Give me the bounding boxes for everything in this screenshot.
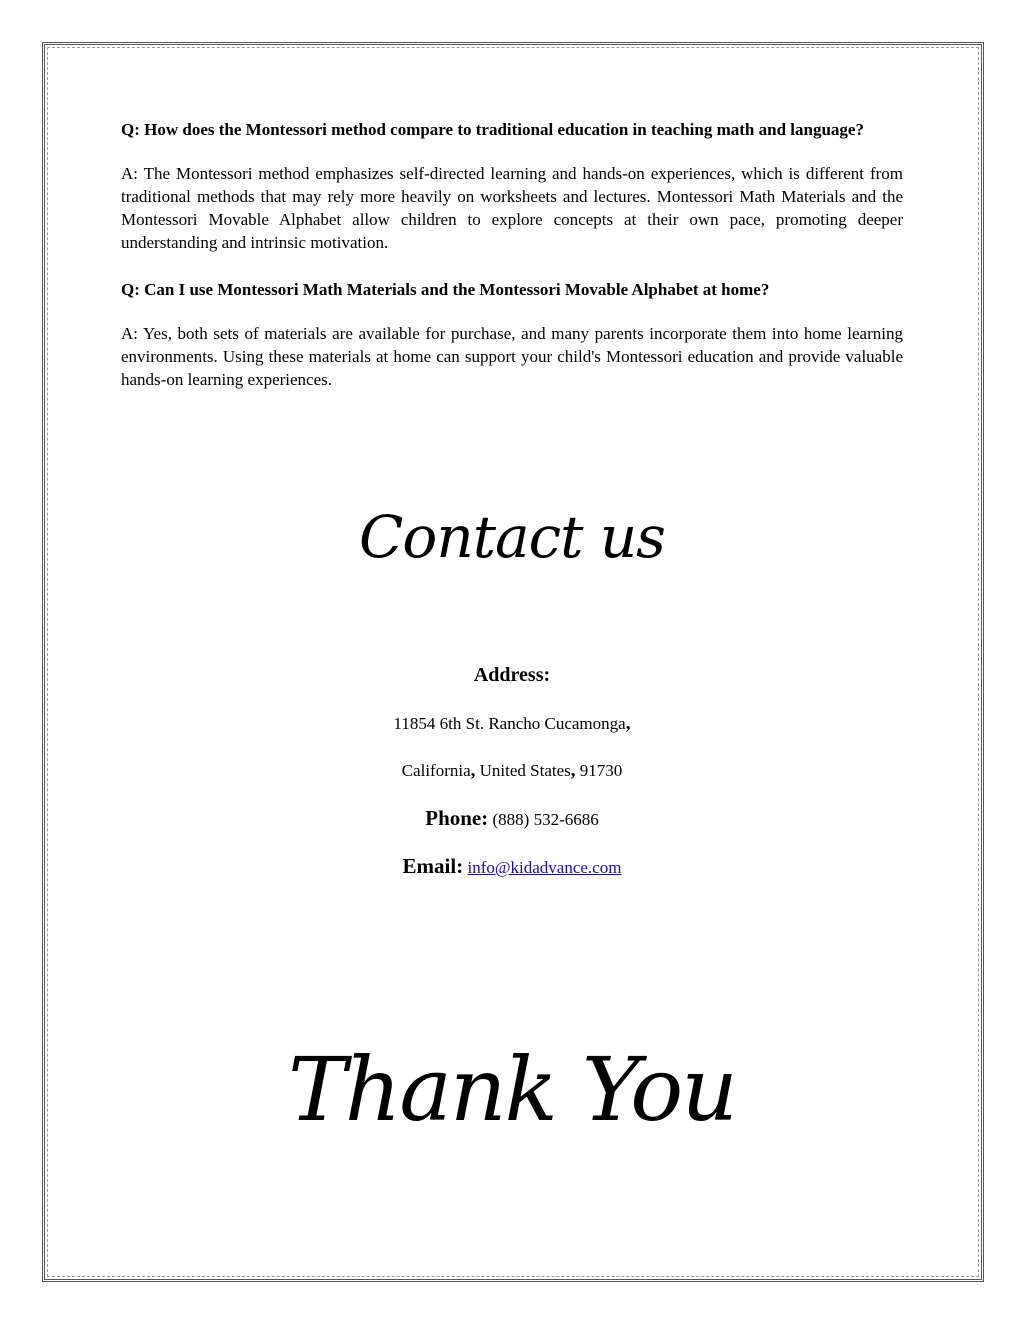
address-label: Address: xyxy=(473,664,551,686)
address-separator: , xyxy=(570,760,576,781)
address-region-line xyxy=(0,760,1024,782)
phone-line xyxy=(0,805,1024,833)
email-label: Email: xyxy=(402,854,464,878)
faq-question: Q: How does the Montessori method compare to traditional education in teaching math and language? xyxy=(121,120,864,139)
email-link[interactable]: info@kidadvance.com xyxy=(467,858,622,877)
faq-answer: A: Yes, both sets of materials are available for purchase, and many parents incorporate them into home learning environments. Using these materials at home can support your child's Montessori education and provide valuable hands-on learning experiences. xyxy=(121,324,903,389)
address-street-line xyxy=(0,713,1024,735)
faq-question: Q: Can I use Montessori Math Materials and the Montessori Movable Alphabet at home? xyxy=(121,280,770,299)
address-zip: 91730 xyxy=(579,761,623,780)
address-separator: , xyxy=(625,713,631,734)
address-street: 11854 6th St. Rancho Cucamonga xyxy=(393,714,626,733)
address-state: California xyxy=(401,761,471,780)
contact-heading: Contact us xyxy=(359,503,665,571)
faq-item xyxy=(121,278,903,391)
phone-label: Phone: xyxy=(425,806,489,830)
address-country: United States xyxy=(479,761,571,780)
thank-you-heading: Thank You xyxy=(288,1038,736,1141)
email-line xyxy=(0,853,1024,881)
address-separator: , xyxy=(470,760,476,781)
faq-item xyxy=(121,118,903,254)
faq-answer: A: The Montessori method emphasizes self-directed learning and hands-on experiences, which is different from traditional methods that may rely more heavily on worksheets and lectures. Montessori Math Materials and the Montessori Movable Alphabet allow children to explore concepts at their own pace, promoting deeper understanding and intrinsic motivation. xyxy=(121,164,903,252)
faq-section xyxy=(121,118,903,415)
phone-number: (888) 532-6686 xyxy=(492,810,599,829)
